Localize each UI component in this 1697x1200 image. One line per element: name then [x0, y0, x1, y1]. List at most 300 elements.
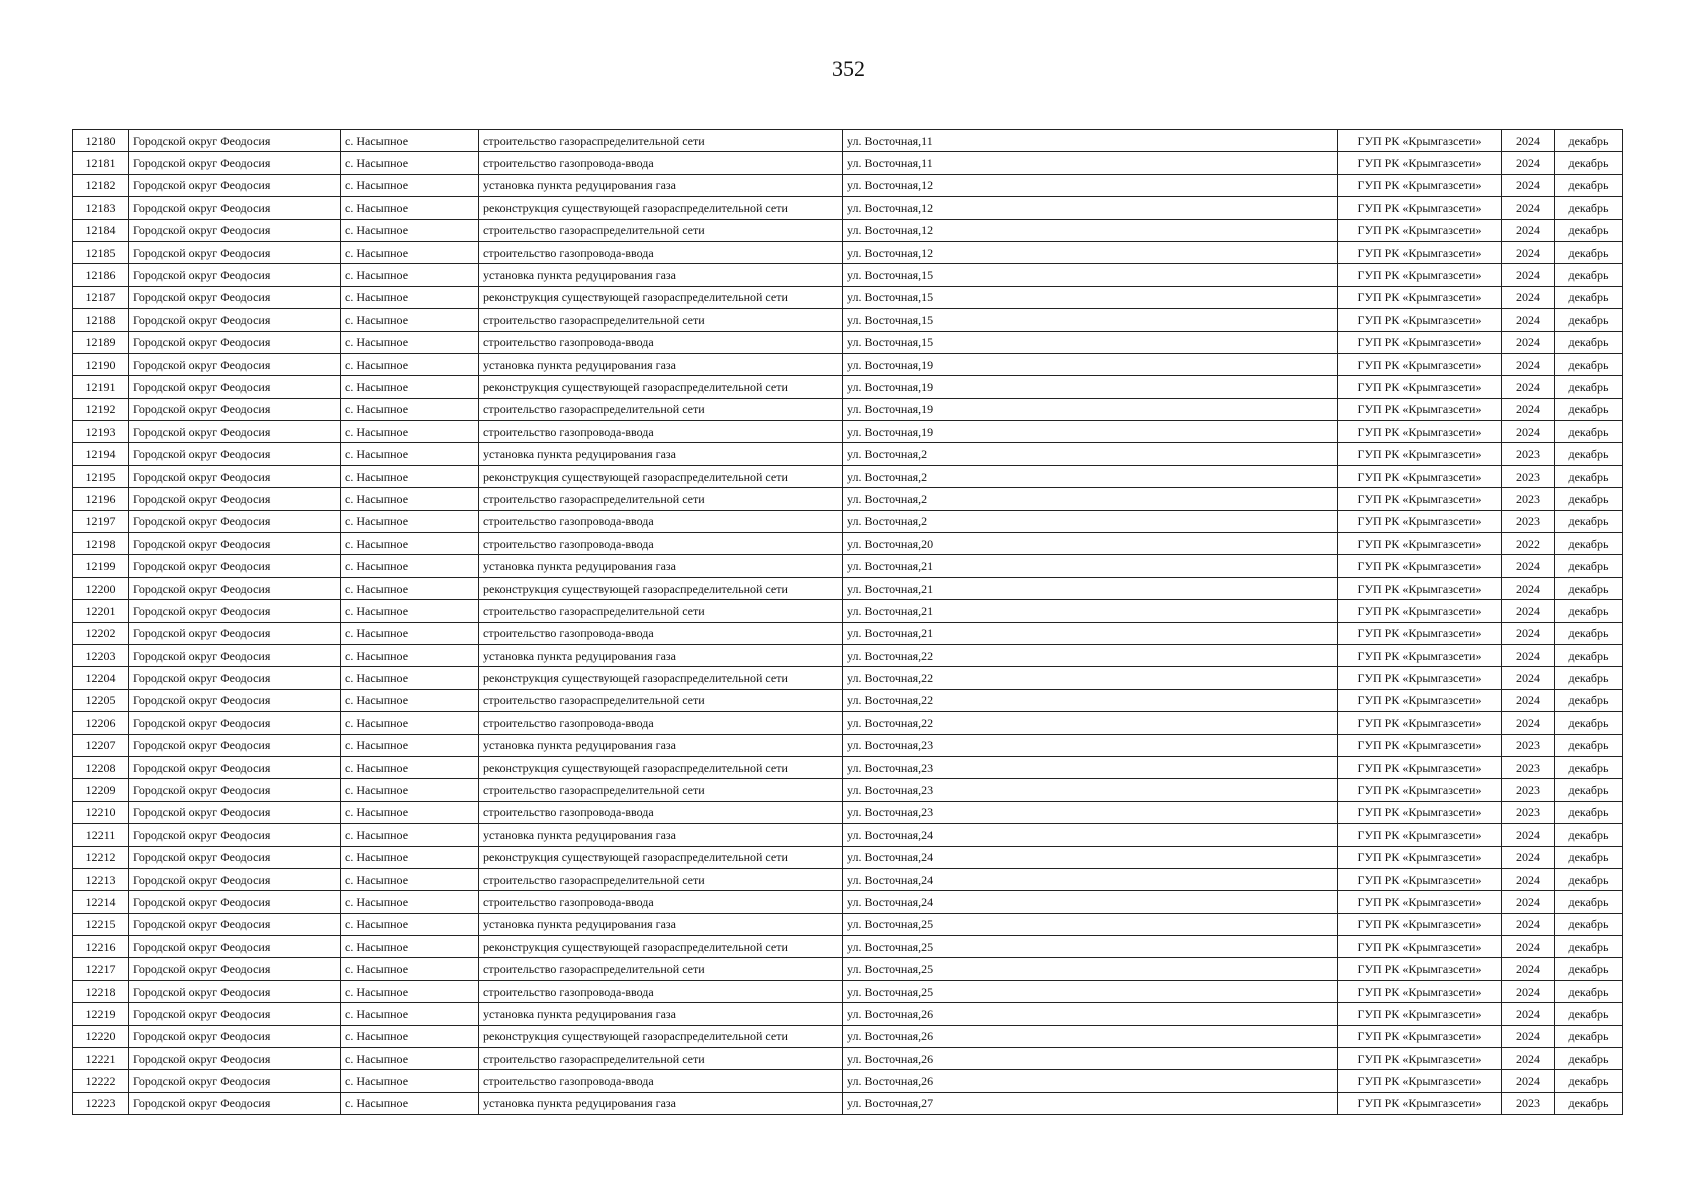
district-cell: Городской округ Феодосия: [129, 309, 341, 331]
settlement-cell: с. Насыпное: [341, 510, 479, 532]
table-row: [73, 398, 1623, 420]
table-row: [73, 577, 1623, 599]
district-cell: Городской округ Феодосия: [129, 331, 341, 353]
settlement-cell: с. Насыпное: [341, 600, 479, 622]
work-type-cell: строительство газопровода-ввода: [479, 1070, 843, 1092]
organization-cell: ГУП РК «Крымгазсети»: [1338, 465, 1502, 487]
work-type-cell: строительство газораспределительной сети: [479, 488, 843, 510]
year-cell: 2024: [1502, 152, 1555, 174]
district-cell: Городской округ Феодосия: [129, 1092, 341, 1114]
work-type-cell: установка пункта редуцирования газа: [479, 1092, 843, 1114]
month-cell: декабрь: [1555, 197, 1623, 219]
month-cell: декабрь: [1555, 801, 1623, 823]
settlement-cell: с. Насыпное: [341, 644, 479, 666]
work-type-cell: реконструкция существующей газораспределительной сети: [479, 197, 843, 219]
table-row: [73, 174, 1623, 196]
year-cell: 2024: [1502, 309, 1555, 331]
row-number-cell: 12180: [73, 130, 129, 152]
table-row: [73, 913, 1623, 935]
address-cell: ул. Восточная,2: [843, 465, 1338, 487]
row-number-cell: 12182: [73, 174, 129, 196]
district-cell: Городской округ Феодосия: [129, 913, 341, 935]
work-type-cell: реконструкция существующей газораспределительной сети: [479, 667, 843, 689]
settlement-cell: с. Насыпное: [341, 689, 479, 711]
settlement-cell: с. Насыпное: [341, 286, 479, 308]
district-cell: Городской округ Феодосия: [129, 376, 341, 398]
organization-cell: ГУП РК «Крымгазсети»: [1338, 980, 1502, 1002]
table-row: [73, 309, 1623, 331]
work-type-cell: строительство газопровода-ввода: [479, 421, 843, 443]
work-type-cell: реконструкция существующей газораспределительной сети: [479, 756, 843, 778]
district-cell: Городской округ Феодосия: [129, 1003, 341, 1025]
work-type-cell: строительство газораспределительной сети: [479, 309, 843, 331]
table-row: [73, 241, 1623, 263]
month-cell: декабрь: [1555, 331, 1623, 353]
settlement-cell: с. Насыпное: [341, 712, 479, 734]
month-cell: декабрь: [1555, 1003, 1623, 1025]
organization-cell: ГУП РК «Крымгазсети»: [1338, 1092, 1502, 1114]
page-number: 352: [832, 56, 865, 81]
district-cell: Городской округ Феодосия: [129, 600, 341, 622]
month-cell: декабрь: [1555, 443, 1623, 465]
work-type-cell: реконструкция существующей газораспределительной сети: [479, 936, 843, 958]
address-cell: ул. Восточная,2: [843, 443, 1338, 465]
work-type-cell: реконструкция существующей газораспределительной сети: [479, 846, 843, 868]
district-cell: Городской округ Феодосия: [129, 824, 341, 846]
settlement-cell: с. Насыпное: [341, 152, 479, 174]
year-cell: 2024: [1502, 1070, 1555, 1092]
month-cell: декабрь: [1555, 286, 1623, 308]
month-cell: декабрь: [1555, 174, 1623, 196]
settlement-cell: с. Насыпное: [341, 1048, 479, 1070]
row-number-cell: 12223: [73, 1092, 129, 1114]
settlement-cell: с. Насыпное: [341, 891, 479, 913]
work-type-cell: реконструкция существующей газораспределительной сети: [479, 465, 843, 487]
district-cell: Городской округ Феодосия: [129, 197, 341, 219]
year-cell: 2024: [1502, 555, 1555, 577]
table-row: [73, 958, 1623, 980]
settlement-cell: с. Насыпное: [341, 913, 479, 935]
row-number-cell: 12202: [73, 622, 129, 644]
district-cell: Городской округ Феодосия: [129, 936, 341, 958]
month-cell: декабрь: [1555, 130, 1623, 152]
year-cell: 2023: [1502, 465, 1555, 487]
address-cell: ул. Восточная,27: [843, 1092, 1338, 1114]
district-cell: Городской округ Феодосия: [129, 510, 341, 532]
table-row: [73, 1048, 1623, 1070]
row-number-cell: 12205: [73, 689, 129, 711]
settlement-cell: с. Насыпное: [341, 309, 479, 331]
table-row: [73, 622, 1623, 644]
address-cell: ул. Восточная,11: [843, 130, 1338, 152]
organization-cell: ГУП РК «Крымгазсети»: [1338, 353, 1502, 375]
month-cell: декабрь: [1555, 1025, 1623, 1047]
district-cell: Городской округ Феодосия: [129, 555, 341, 577]
district-cell: Городской округ Феодосия: [129, 980, 341, 1002]
month-cell: декабрь: [1555, 488, 1623, 510]
address-cell: ул. Восточная,12: [843, 197, 1338, 219]
address-cell: ул. Восточная,12: [843, 174, 1338, 196]
settlement-cell: с. Насыпное: [341, 488, 479, 510]
row-number-cell: 12213: [73, 868, 129, 890]
row-number-cell: 12207: [73, 734, 129, 756]
work-type-cell: строительство газораспределительной сети: [479, 1048, 843, 1070]
year-cell: 2024: [1502, 824, 1555, 846]
work-type-cell: строительство газораспределительной сети: [479, 868, 843, 890]
organization-cell: ГУП РК «Крымгазсети»: [1338, 1048, 1502, 1070]
district-cell: Городской округ Феодосия: [129, 577, 341, 599]
district-cell: Городской округ Феодосия: [129, 1048, 341, 1070]
district-cell: Городской округ Феодосия: [129, 465, 341, 487]
table-row: [73, 868, 1623, 890]
row-number-cell: 12201: [73, 600, 129, 622]
organization-cell: ГУП РК «Крымгазсети»: [1338, 555, 1502, 577]
settlement-cell: с. Насыпное: [341, 734, 479, 756]
year-cell: 2024: [1502, 421, 1555, 443]
organization-cell: ГУП РК «Крымгазсети»: [1338, 1070, 1502, 1092]
settlement-cell: с. Насыпное: [341, 465, 479, 487]
settlement-cell: с. Насыпное: [341, 958, 479, 980]
month-cell: декабрь: [1555, 264, 1623, 286]
address-cell: ул. Восточная,26: [843, 1070, 1338, 1092]
year-cell: 2023: [1502, 801, 1555, 823]
address-cell: ул. Восточная,23: [843, 756, 1338, 778]
district-cell: Городской округ Феодосия: [129, 286, 341, 308]
settlement-cell: с. Насыпное: [341, 779, 479, 801]
work-type-cell: строительство газораспределительной сети: [479, 600, 843, 622]
work-type-cell: строительство газораспределительной сети: [479, 958, 843, 980]
month-cell: декабрь: [1555, 1092, 1623, 1114]
row-number-cell: 12184: [73, 219, 129, 241]
district-cell: Городской округ Феодосия: [129, 443, 341, 465]
organization-cell: ГУП РК «Крымгазсети»: [1338, 734, 1502, 756]
district-cell: Городской округ Феодосия: [129, 398, 341, 420]
district-cell: Городской округ Феодосия: [129, 779, 341, 801]
district-cell: Городской округ Феодосия: [129, 219, 341, 241]
table-row: [73, 891, 1623, 913]
row-number-cell: 12193: [73, 421, 129, 443]
settlement-cell: с. Насыпное: [341, 219, 479, 241]
organization-cell: ГУП РК «Крымгазсети»: [1338, 219, 1502, 241]
year-cell: 2024: [1502, 644, 1555, 666]
year-cell: 2023: [1502, 734, 1555, 756]
address-cell: ул. Восточная,12: [843, 219, 1338, 241]
district-cell: Городской округ Феодосия: [129, 488, 341, 510]
address-cell: ул. Восточная,25: [843, 936, 1338, 958]
address-cell: ул. Восточная,19: [843, 376, 1338, 398]
table-row: [73, 779, 1623, 801]
district-cell: Городской округ Феодосия: [129, 1070, 341, 1092]
settlement-cell: с. Насыпное: [341, 1025, 479, 1047]
row-number-cell: 12206: [73, 712, 129, 734]
table-row: [73, 197, 1623, 219]
address-cell: ул. Восточная,26: [843, 1048, 1338, 1070]
row-number-cell: 12187: [73, 286, 129, 308]
work-type-cell: строительство газопровода-ввода: [479, 241, 843, 263]
registry-table-body: [73, 130, 1623, 1115]
organization-cell: ГУП РК «Крымгазсети»: [1338, 644, 1502, 666]
work-type-cell: строительство газораспределительной сети: [479, 130, 843, 152]
district-cell: Городской округ Феодосия: [129, 622, 341, 644]
address-cell: ул. Восточная,21: [843, 577, 1338, 599]
settlement-cell: с. Насыпное: [341, 577, 479, 599]
district-cell: Городской округ Феодосия: [129, 152, 341, 174]
year-cell: 2024: [1502, 667, 1555, 689]
district-cell: Городской округ Феодосия: [129, 353, 341, 375]
row-number-cell: 12191: [73, 376, 129, 398]
table-row: [73, 980, 1623, 1002]
month-cell: декабрь: [1555, 465, 1623, 487]
table-row: [73, 824, 1623, 846]
row-number-cell: 12210: [73, 801, 129, 823]
district-cell: Городской округ Феодосия: [129, 958, 341, 980]
address-cell: ул. Восточная,24: [843, 824, 1338, 846]
organization-cell: ГУП РК «Крымгазсети»: [1338, 152, 1502, 174]
settlement-cell: с. Насыпное: [341, 1003, 479, 1025]
year-cell: 2024: [1502, 1025, 1555, 1047]
organization-cell: ГУП РК «Крымгазсети»: [1338, 174, 1502, 196]
address-cell: ул. Восточная,22: [843, 689, 1338, 711]
address-cell: ул. Восточная,15: [843, 264, 1338, 286]
settlement-cell: с. Насыпное: [341, 936, 479, 958]
district-cell: Городской округ Феодосия: [129, 846, 341, 868]
month-cell: декабрь: [1555, 958, 1623, 980]
organization-cell: ГУП РК «Крымгазсети»: [1338, 376, 1502, 398]
organization-cell: ГУП РК «Крымгазсети»: [1338, 197, 1502, 219]
table-row: [73, 264, 1623, 286]
year-cell: 2024: [1502, 689, 1555, 711]
address-cell: ул. Восточная,26: [843, 1003, 1338, 1025]
work-type-cell: реконструкция существующей газораспределительной сети: [479, 577, 843, 599]
row-number-cell: 12222: [73, 1070, 129, 1092]
address-cell: ул. Восточная,21: [843, 600, 1338, 622]
year-cell: 2024: [1502, 622, 1555, 644]
work-type-cell: установка пункта редуцирования газа: [479, 264, 843, 286]
row-number-cell: 12220: [73, 1025, 129, 1047]
organization-cell: ГУП РК «Крымгазсети»: [1338, 130, 1502, 152]
row-number-cell: 12198: [73, 533, 129, 555]
month-cell: декабрь: [1555, 980, 1623, 1002]
month-cell: декабрь: [1555, 667, 1623, 689]
table-row: [73, 1092, 1623, 1114]
settlement-cell: с. Насыпное: [341, 1070, 479, 1092]
address-cell: ул. Восточная,15: [843, 309, 1338, 331]
address-cell: ул. Восточная,24: [843, 868, 1338, 890]
year-cell: 2024: [1502, 264, 1555, 286]
settlement-cell: с. Насыпное: [341, 331, 479, 353]
table-row: [73, 801, 1623, 823]
district-cell: Городской округ Феодосия: [129, 868, 341, 890]
row-number-cell: 12188: [73, 309, 129, 331]
month-cell: декабрь: [1555, 376, 1623, 398]
year-cell: 2024: [1502, 398, 1555, 420]
year-cell: 2023: [1502, 1092, 1555, 1114]
address-cell: ул. Восточная,19: [843, 421, 1338, 443]
year-cell: 2024: [1502, 846, 1555, 868]
month-cell: декабрь: [1555, 421, 1623, 443]
month-cell: декабрь: [1555, 600, 1623, 622]
settlement-cell: с. Насыпное: [341, 1092, 479, 1114]
settlement-cell: с. Насыпное: [341, 846, 479, 868]
organization-cell: ГУП РК «Крымгазсети»: [1338, 712, 1502, 734]
row-number-cell: 12221: [73, 1048, 129, 1070]
district-cell: Городской округ Феодосия: [129, 644, 341, 666]
table-row: [73, 756, 1623, 778]
year-cell: 2023: [1502, 488, 1555, 510]
row-number-cell: 12218: [73, 980, 129, 1002]
organization-cell: ГУП РК «Крымгазсети»: [1338, 510, 1502, 532]
month-cell: декабрь: [1555, 779, 1623, 801]
address-cell: ул. Восточная,15: [843, 331, 1338, 353]
row-number-cell: 12194: [73, 443, 129, 465]
organization-cell: ГУП РК «Крымгазсети»: [1338, 286, 1502, 308]
table-row: [73, 712, 1623, 734]
settlement-cell: с. Насыпное: [341, 174, 479, 196]
district-cell: Городской округ Феодосия: [129, 130, 341, 152]
table-row: [73, 219, 1623, 241]
work-type-cell: установка пункта редуцирования газа: [479, 1003, 843, 1025]
work-type-cell: установка пункта редуцирования газа: [479, 174, 843, 196]
work-type-cell: строительство газопровода-ввода: [479, 622, 843, 644]
table-row: [73, 555, 1623, 577]
organization-cell: ГУП РК «Крымгазсети»: [1338, 577, 1502, 599]
organization-cell: ГУП РК «Крымгазсети»: [1338, 801, 1502, 823]
address-cell: ул. Восточная,22: [843, 644, 1338, 666]
row-number-cell: 12183: [73, 197, 129, 219]
settlement-cell: с. Насыпное: [341, 980, 479, 1002]
organization-cell: ГУП РК «Крымгазсети»: [1338, 824, 1502, 846]
year-cell: 2023: [1502, 756, 1555, 778]
year-cell: 2024: [1502, 980, 1555, 1002]
address-cell: ул. Восточная,2: [843, 510, 1338, 532]
work-type-cell: строительство газопровода-ввода: [479, 712, 843, 734]
district-cell: Городской округ Феодосия: [129, 421, 341, 443]
district-cell: Городской округ Феодосия: [129, 801, 341, 823]
district-cell: Городской округ Феодосия: [129, 689, 341, 711]
month-cell: декабрь: [1555, 577, 1623, 599]
table-row: [73, 734, 1623, 756]
year-cell: 2024: [1502, 286, 1555, 308]
row-number-cell: 12208: [73, 756, 129, 778]
address-cell: ул. Восточная,26: [843, 1025, 1338, 1047]
settlement-cell: с. Насыпное: [341, 398, 479, 420]
work-type-cell: реконструкция существующей газораспределительной сети: [479, 1025, 843, 1047]
settlement-cell: с. Насыпное: [341, 130, 479, 152]
address-cell: ул. Восточная,21: [843, 622, 1338, 644]
work-type-cell: строительство газораспределительной сети: [479, 689, 843, 711]
month-cell: декабрь: [1555, 152, 1623, 174]
organization-cell: ГУП РК «Крымгазсети»: [1338, 756, 1502, 778]
address-cell: ул. Восточная,22: [843, 667, 1338, 689]
row-number-cell: 12211: [73, 824, 129, 846]
settlement-cell: с. Насыпное: [341, 667, 479, 689]
row-number-cell: 12200: [73, 577, 129, 599]
work-type-cell: установка пункта редуцирования газа: [479, 443, 843, 465]
month-cell: декабрь: [1555, 756, 1623, 778]
year-cell: 2024: [1502, 241, 1555, 263]
address-cell: ул. Восточная,24: [843, 846, 1338, 868]
address-cell: ул. Восточная,19: [843, 398, 1338, 420]
month-cell: декабрь: [1555, 353, 1623, 375]
district-cell: Городской округ Феодосия: [129, 264, 341, 286]
organization-cell: ГУП РК «Крымгазсети»: [1338, 264, 1502, 286]
address-cell: ул. Восточная,25: [843, 980, 1338, 1002]
address-cell: ул. Восточная,19: [843, 353, 1338, 375]
work-type-cell: установка пункта редуцирования газа: [479, 644, 843, 666]
address-cell: ул. Восточная,23: [843, 734, 1338, 756]
organization-cell: ГУП РК «Крымгазсети»: [1338, 958, 1502, 980]
month-cell: декабрь: [1555, 936, 1623, 958]
settlement-cell: с. Насыпное: [341, 241, 479, 263]
work-type-cell: строительство газопровода-ввода: [479, 801, 843, 823]
month-cell: декабрь: [1555, 913, 1623, 935]
month-cell: декабрь: [1555, 622, 1623, 644]
year-cell: 2024: [1502, 174, 1555, 196]
year-cell: 2024: [1502, 600, 1555, 622]
table-row: [73, 286, 1623, 308]
row-number-cell: 12199: [73, 555, 129, 577]
row-number-cell: 12185: [73, 241, 129, 263]
address-cell: ул. Восточная,12: [843, 241, 1338, 263]
row-number-cell: 12196: [73, 488, 129, 510]
settlement-cell: с. Насыпное: [341, 376, 479, 398]
work-type-cell: строительство газораспределительной сети: [479, 779, 843, 801]
settlement-cell: с. Насыпное: [341, 421, 479, 443]
year-cell: 2024: [1502, 958, 1555, 980]
table-row: [73, 1070, 1623, 1092]
year-cell: 2024: [1502, 868, 1555, 890]
row-number-cell: 12189: [73, 331, 129, 353]
district-cell: Городской округ Феодосия: [129, 891, 341, 913]
work-type-cell: строительство газораспределительной сети: [479, 219, 843, 241]
month-cell: декабрь: [1555, 533, 1623, 555]
month-cell: декабрь: [1555, 712, 1623, 734]
table-row: [73, 331, 1623, 353]
organization-cell: ГУП РК «Крымгазсети»: [1338, 868, 1502, 890]
organization-cell: ГУП РК «Крымгазсети»: [1338, 533, 1502, 555]
work-type-cell: строительство газопровода-ввода: [479, 331, 843, 353]
table-row: [73, 421, 1623, 443]
settlement-cell: с. Насыпное: [341, 443, 479, 465]
registry-table: [72, 129, 1623, 1115]
year-cell: 2024: [1502, 913, 1555, 935]
settlement-cell: с. Насыпное: [341, 801, 479, 823]
organization-cell: ГУП РК «Крымгазсети»: [1338, 846, 1502, 868]
month-cell: декабрь: [1555, 1048, 1623, 1070]
organization-cell: ГУП РК «Крымгазсети»: [1338, 779, 1502, 801]
address-cell: ул. Восточная,25: [843, 913, 1338, 935]
address-cell: ул. Восточная,15: [843, 286, 1338, 308]
row-number-cell: 12212: [73, 846, 129, 868]
month-cell: декабрь: [1555, 398, 1623, 420]
row-number-cell: 12197: [73, 510, 129, 532]
organization-cell: ГУП РК «Крымгазсети»: [1338, 1025, 1502, 1047]
address-cell: ул. Восточная,20: [843, 533, 1338, 555]
address-cell: ул. Восточная,25: [843, 958, 1338, 980]
organization-cell: ГУП РК «Крымгазсети»: [1338, 622, 1502, 644]
row-number-cell: 12219: [73, 1003, 129, 1025]
year-cell: 2022: [1502, 533, 1555, 555]
month-cell: декабрь: [1555, 219, 1623, 241]
month-cell: декабрь: [1555, 824, 1623, 846]
district-cell: Городской округ Феодосия: [129, 241, 341, 263]
month-cell: декабрь: [1555, 1070, 1623, 1092]
month-cell: декабрь: [1555, 734, 1623, 756]
month-cell: декабрь: [1555, 868, 1623, 890]
row-number-cell: 12190: [73, 353, 129, 375]
address-cell: ул. Восточная,22: [843, 712, 1338, 734]
month-cell: декабрь: [1555, 689, 1623, 711]
